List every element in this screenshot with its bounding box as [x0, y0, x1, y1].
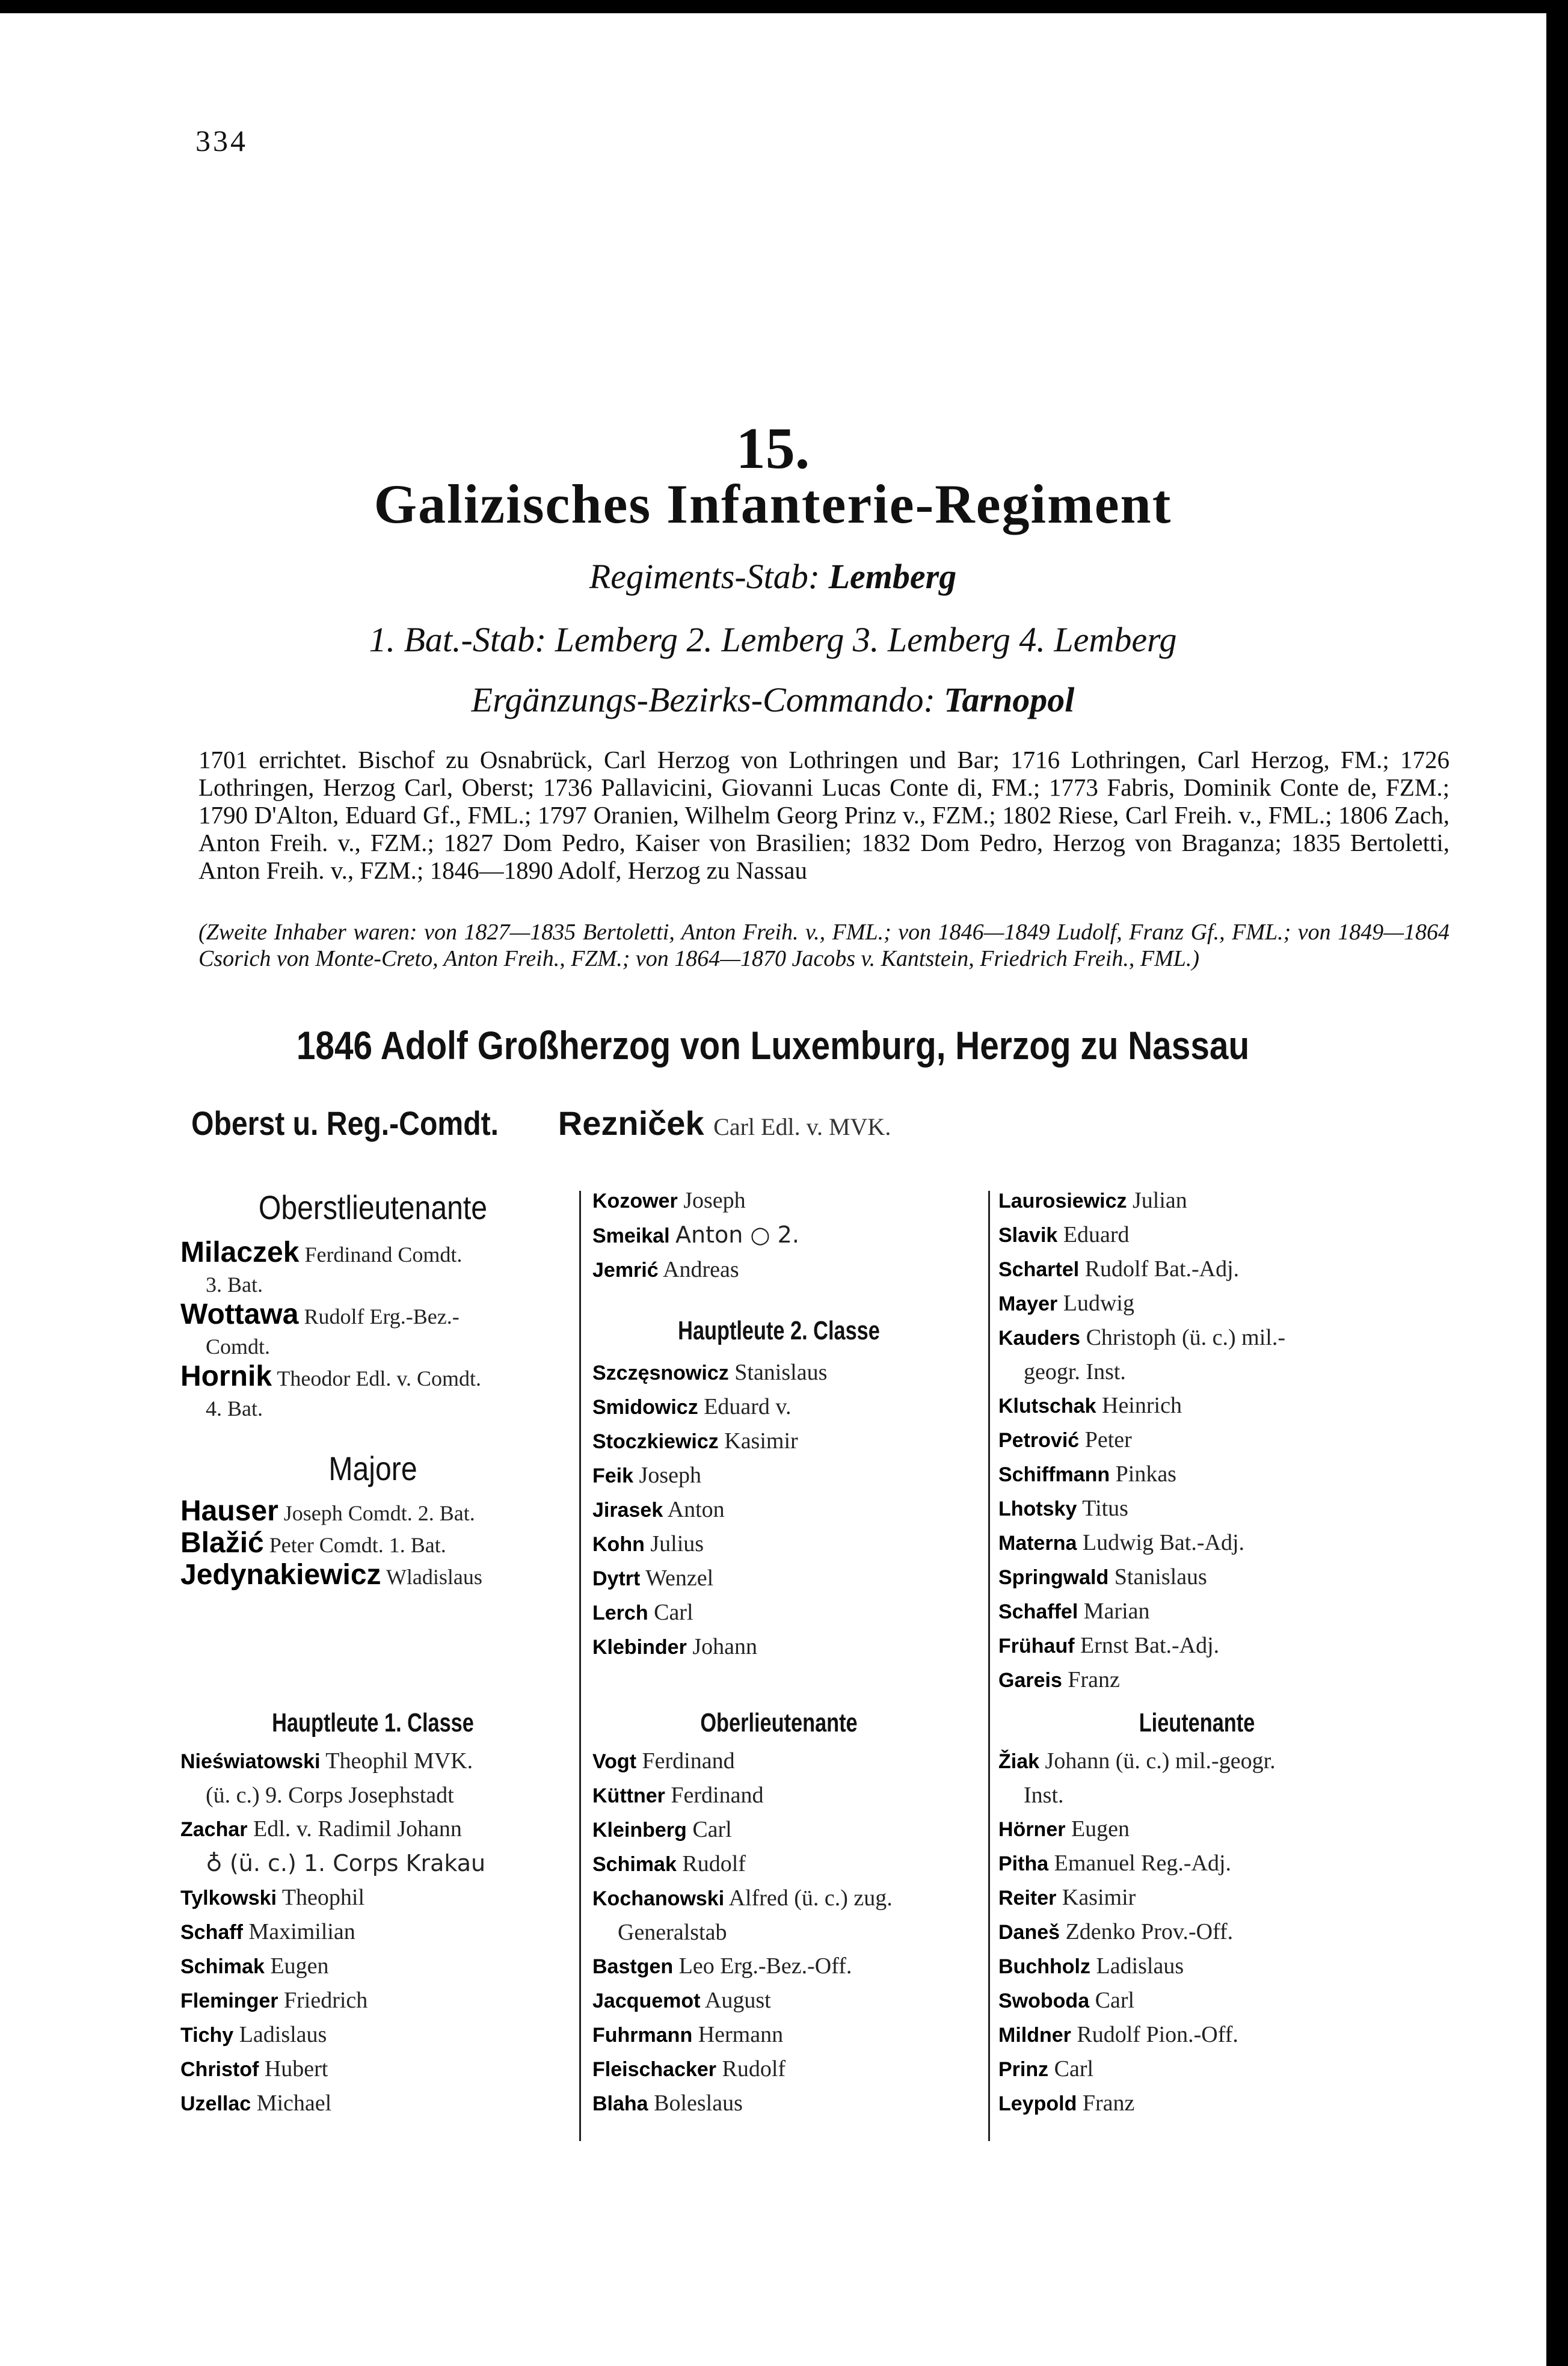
second-owners-note: (Zweite Inhaber waren: von 1827—1835 Bertoletti, Anton Freih. v., FML.; von 1846—1849 Ludolf, Franz Gf., FML.; von 1849—1864 Csorich von Monte-Creto, Anton Freih., FZM.; von 1864—1870 Jacobs v. Kantstein, Friedrich Freih., FML.)	[198, 920, 1450, 971]
regiment-title: Galizisches Infanterie-Regiment	[374, 473, 1172, 535]
column-divider-left	[579, 1191, 581, 2141]
list-item: Schaffel Marian	[998, 1599, 1150, 1624]
list-item: Kauders Christoph (ü. c.) mil.- geogr. Inst.	[998, 1325, 1285, 1384]
list-item: Kochanowski Alfred (ü. c.) zug. Generalstab	[592, 1885, 893, 1945]
oberst-name: Rezniček	[558, 1104, 704, 1142]
list-item: Springwald Stanislaus	[998, 1564, 1207, 1590]
list-item: Jirasek Anton	[592, 1497, 725, 1522]
stab-place: Lemberg	[828, 557, 957, 596]
battalion-stabs: 1. Bat.-Stab: Lemberg 2. Lemberg 3. Lemberg 4. Lemberg	[369, 620, 1177, 659]
list-item: Leypold Franz	[998, 2091, 1135, 2116]
list-item: Fleischacker Rudolf	[592, 2056, 786, 2082]
list-item: Jacquemot August	[592, 1988, 771, 2013]
heading-oberlieutenante: Oberlieutenante	[700, 1708, 858, 1738]
list-item: Stoczkiewicz Kasimir	[592, 1428, 798, 1454]
list-item: Schartel Rudolf Bat.-Adj.	[998, 1256, 1240, 1282]
list-item: Nieświatowski Theophil MVK. (ü. c.) 9. Corps Josephstadt	[180, 1748, 473, 1808]
list-item: Smidowicz Eduard v.	[592, 1394, 792, 1419]
list-item: Lhotsky Titus	[998, 1496, 1128, 1521]
list-item: Klebinder Johann	[592, 1634, 757, 1659]
heading-hauptleute-2: Hauptleute 2. Classe	[678, 1316, 880, 1345]
list-item: Lerch Carl	[592, 1600, 693, 1625]
list-item: Feik Joseph	[592, 1463, 701, 1488]
list-item: Kleinberg Carl	[592, 1817, 732, 1842]
list-item: Petrović Peter	[998, 1427, 1132, 1452]
list-item: Prinz Carl	[998, 2056, 1094, 2082]
list-item: Schiffmann Pinkas	[998, 1461, 1176, 1487]
column-3-lieutenante	[998, 1708, 1395, 2121]
list-item: Hornik Theodor Edl. v. Comdt. 4. Bat.	[180, 1360, 482, 1421]
oberst-detail: Carl Edl. v. MVK.	[713, 1113, 891, 1140]
list-item: Hauser Joseph Comdt. 2. Bat.	[180, 1495, 475, 1527]
list-item: Frühauf Ernst Bat.-Adj.	[998, 1633, 1220, 1658]
list-item: Zachar Edl. v. Radimil Johann ♁ (ü. c.) 1. Corps Krakau	[180, 1816, 486, 1876]
list-item: Küttner Ferdinand	[592, 1783, 764, 1808]
list-item: Mildner Rudolf Pion.-Off.	[998, 2022, 1238, 2047]
regiment-inhaber: 1846 Adolf Großherzog von Luxemburg, Herzog zu Nassau	[296, 1023, 1250, 1068]
stab-label: Regiments-Stab:	[589, 557, 820, 596]
list-item: Tichy Ladislaus	[180, 2022, 327, 2047]
list-item: Reiter Kasimir	[998, 1885, 1136, 1910]
list-item: Vogt Ferdinand	[592, 1748, 735, 1774]
list-item: Laurosiewicz Julian	[998, 1188, 1187, 1213]
list-item: Bastgen Leo Erg.-Bez.-Off.	[592, 1953, 852, 1979]
list-item: Gareis Franz	[998, 1667, 1120, 1692]
list-item: Swoboda Carl	[998, 1988, 1135, 2013]
column-2-oberlieutenante	[592, 1708, 965, 2121]
list-item: Kozower Joseph	[592, 1188, 746, 1213]
list-item: Schimak Rudolf	[592, 1851, 746, 1876]
column-2	[592, 1184, 965, 1664]
scan-border-right	[1546, 0, 1568, 2366]
scan-border-top	[0, 0, 1568, 13]
list-item: Uzellac Michael	[180, 2091, 332, 2116]
oberst-rank: Oberst u. Reg.-Comdt.	[191, 1104, 499, 1142]
list-item: Daneš Zdenko Prov.-Off.	[998, 1919, 1234, 1944]
history-text: 1701 errichtet. Bischof zu Osnabrück, Carl Herzog von Lothringen und Bar; 1716 Lothringen, Carl Herzog, FM.; 1726 Lothringen, Herzog Carl, Oberst; 1736 Pallavicini, Giovanni Lucas Conte di, FM.; 1773 Fabris, Dominik Conte de, FZM.; 1790 D'Alton, Eduard Gf., FML.; 1797 Oranien, Wilhelm Georg Prinz v., FZM.; 1802 Riese, Carl Freih. v., FML.; 1806 Zach, Anton Freih. v., FZM.; 1827 Dom Pedro, Kaiser von Brasilien; 1832 Dom Pedro, Herzog von Braganza; 1835 Bertoletti, Anton Freih. v., FZM.; 1846—1890 Adolf, Herzog zu Nassau	[198, 746, 1450, 884]
heading-lieutenante: Lieutenante	[1139, 1708, 1255, 1738]
column-divider-right	[988, 1191, 990, 2141]
list-item: Wottawa Rudolf Erg.-Bez.- Comdt.	[180, 1298, 460, 1359]
list-item: Žiak Johann (ü. c.) mil.-geogr. Inst.	[998, 1748, 1276, 1808]
erg-bezirks-commando	[0, 680, 1546, 720]
list-item: Schimak Eugen	[180, 1953, 329, 1979]
list-item: Fuhrmann Hermann	[592, 2022, 784, 2047]
list-item: Materna Ludwig Bat.-Adj.	[998, 1530, 1245, 1555]
list-item: Hörner Eugen	[998, 1816, 1130, 1842]
list-item: Pitha Emanuel Reg.-Adj.	[998, 1851, 1232, 1876]
page-number: 334	[195, 124, 248, 158]
erg-label: Ergänzungs-Bezirks-Commando:	[471, 680, 935, 719]
list-item: Fleminger Friedrich	[180, 1988, 368, 2013]
list-item: Schaff Maximilian	[180, 1919, 355, 1944]
list-item: Blažić Peter Comdt. 1. Bat.	[180, 1527, 446, 1559]
list-item: Klutschak Heinrich	[998, 1393, 1182, 1418]
list-item: Jedynakiewicz Wladislaus	[180, 1559, 482, 1591]
heading-majore: Majore	[328, 1449, 417, 1487]
list-item: Szczęsnowicz Stanislaus	[592, 1360, 828, 1385]
list-item: Mayer Ludwig	[998, 1291, 1134, 1316]
list-item: Tylkowski Theophil	[180, 1885, 365, 1910]
list-item: Jemrić Andreas	[592, 1257, 739, 1282]
list-item: Blaha Boleslaus	[592, 2091, 743, 2116]
oberst-line	[191, 1104, 891, 1143]
list-item: Milaczek Ferdinand Comdt. 3. Bat.	[180, 1237, 463, 1297]
list-item: Kohn Julius	[592, 1531, 704, 1556]
column-3	[998, 1184, 1395, 1697]
erg-place: Tarnopol	[944, 680, 1075, 719]
heading-oberstlieutenante: Oberstlieutenante	[258, 1188, 488, 1226]
heading-hauptleute-1: Hauptleute 1. Classe	[272, 1708, 474, 1738]
list-item: Smeikal Anton ○ 2.	[592, 1221, 799, 1248]
regiment-history	[198, 746, 1450, 884]
list-item: Buchholz Ladislaus	[998, 1953, 1184, 1979]
regiment-stab	[0, 556, 1546, 597]
list-item: Dytrt Wenzel	[592, 1566, 714, 1591]
column-1	[180, 1188, 565, 1592]
list-item: Christof Hubert	[180, 2056, 328, 2082]
regiment-number: 15.	[736, 416, 810, 481]
column-1-hauptleute	[180, 1708, 565, 2121]
list-item: Slavik Eduard	[998, 1222, 1130, 1247]
